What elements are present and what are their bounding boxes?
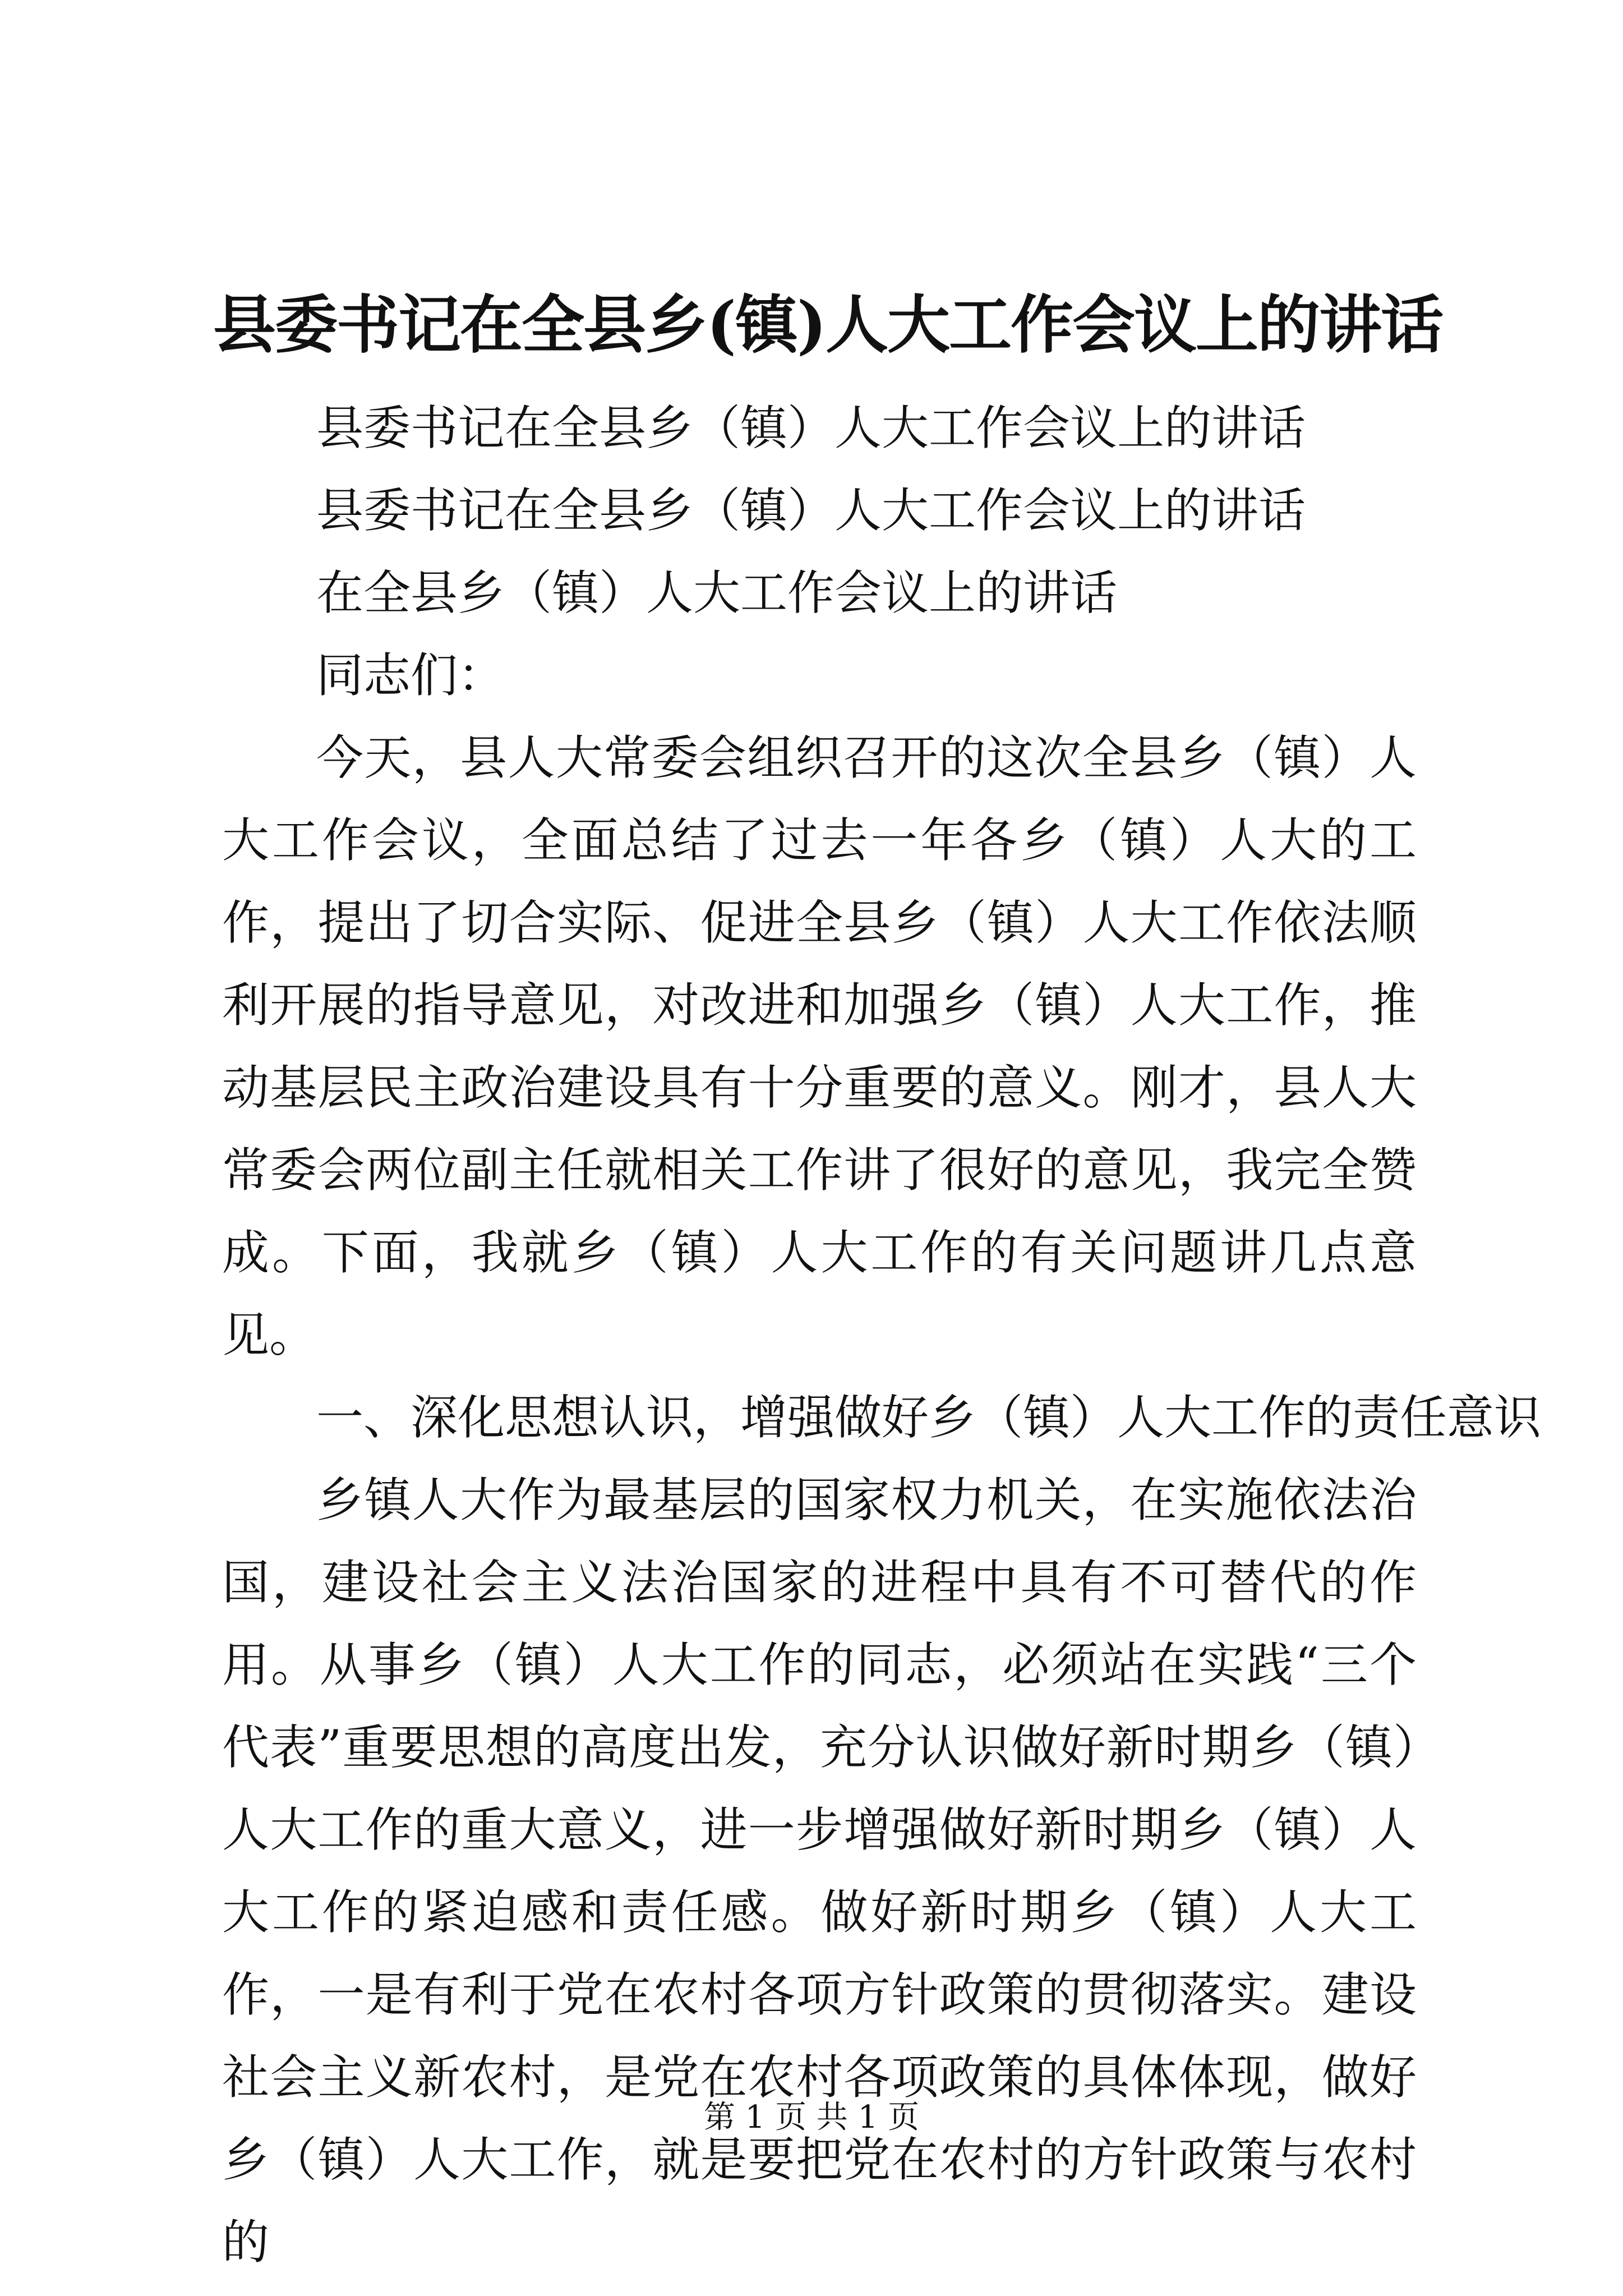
subtitle-line: 县委书记在全县乡（镇）人大工作会议上的讲话 <box>316 483 1306 538</box>
page-number: 第 1 页 共 1 页 <box>703 2099 920 2136</box>
salutation: 同志们： <box>316 648 505 703</box>
section-heading: 一、深化思想认识，增强做好乡（镇）人大工作的责任意识 <box>316 1390 1542 1445</box>
body-paragraph: 乡镇人大作为最基层的国家权力机关，在实施依法治国，建设社会主义法治国家的进程中具有不可替代的作用。从事乡（镇）人大工作的同志，必须站在实践“三个代表”重要思想的高度出发，充分认识做好新时期乡（镇）人大工作的重大意义，进一步增强做好新时期乡（镇）人大工作的紧迫感和责任感。做好新时期乡（镇）人大工作，一是有利于党在农村各项方针政策的贯彻落实。建设社会主义新农村，是党在农村各项政策的具体体现，做好乡（镇）人大工作，就是要把党在农村的方针政策与农村的 <box>222 1473 1417 2270</box>
opening-paragraph: 今天，县人大常委会组织召开的这次全县乡（镇）人大工作会议，全面总结了过去一年各乡（镇）人大的工作，提出了切合实际、促进全县乡（镇）人大工作依法顺利开展的指导意见，对改进和加强乡（镇）人大工作，推动基层民主政治建设具有十分重要的意义。刚才，县人大常委会两位副主任就相关工作讲了很好的意见，我完全赞成。下面，我就乡（镇）人大工作的有关问题讲几点意见。 <box>222 730 1417 1363</box>
speech-heading: 在全县乡（镇）人大工作会议上的讲话 <box>316 565 1118 620</box>
document-body <box>222 387 1542 2284</box>
document-title: 县委书记在全县乡(镇)人大工作会议上的讲话 <box>213 288 1442 362</box>
subtitle-line: 县委书记在全县乡（镇）人大工作会议上的讲话 <box>316 401 1306 455</box>
